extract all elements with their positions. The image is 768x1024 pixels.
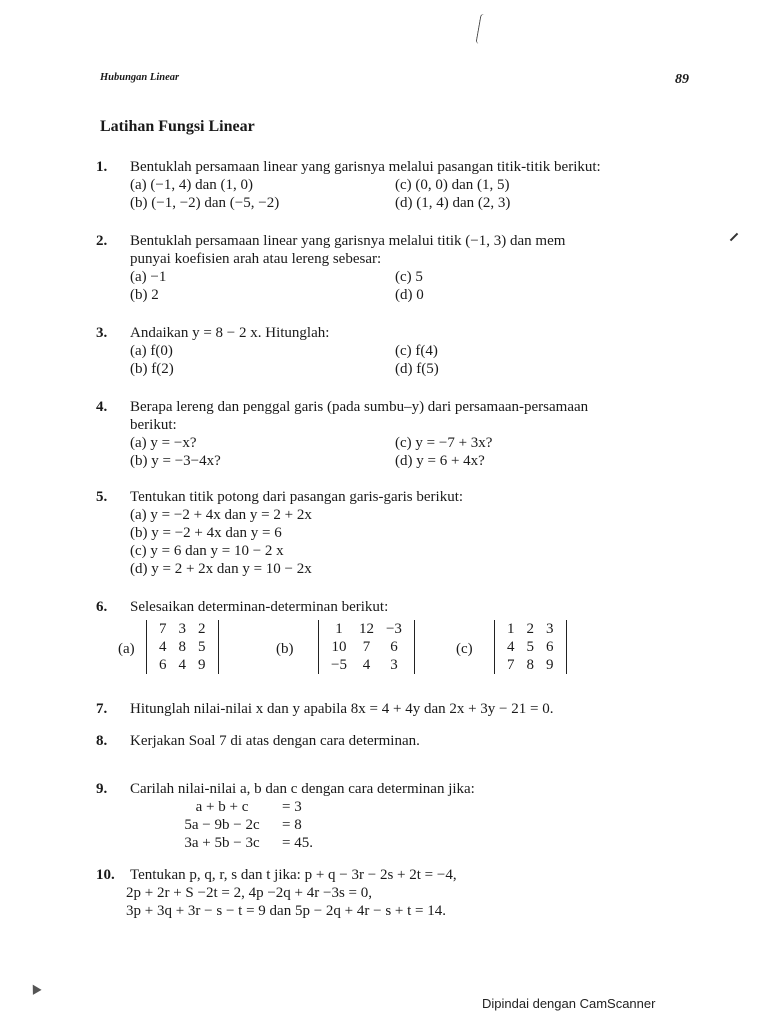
matrix-cell: 3 xyxy=(390,657,398,673)
matrix-cell: 2 xyxy=(198,621,206,637)
question-10 xyxy=(96,866,696,920)
matrix-cell: 7 xyxy=(507,657,515,673)
matrix-cell: 4 xyxy=(362,657,371,673)
option-c: (c) (0, 0) dan (1, 5) xyxy=(395,177,510,193)
question-number: 3. xyxy=(96,325,108,341)
option-d: (d) f(5) xyxy=(395,361,439,377)
matrix-a xyxy=(146,620,219,674)
matrix-cell: 8 xyxy=(526,657,534,673)
question-number: 10. xyxy=(96,867,115,883)
option-c: (c) 5 xyxy=(395,269,423,285)
equation-lhs: 5a − 9b − 2c xyxy=(184,817,260,833)
question-text: Carilah nilai-nilai a, b dan c dengan cara determinan jika: xyxy=(130,781,475,797)
running-title: Hubungan Linear xyxy=(100,72,180,83)
option-d: (d) 0 xyxy=(395,287,424,303)
matrix-c-label: (c) xyxy=(456,641,473,657)
question-text: Berapa lereng dan penggal garis (pada sumbu–y) dari persamaan-persamaan xyxy=(130,399,589,415)
page-number: 89 xyxy=(675,72,689,87)
question-number: 6. xyxy=(96,599,108,615)
equation-system xyxy=(172,798,696,852)
question-number: 9. xyxy=(96,781,108,797)
question-text: Bentuklah persamaan linear yang garisnya melalui pasangan titik-titik berikut: xyxy=(130,159,601,175)
question-text-cont: 3p + 3q + 3r − s − t = 9 dan 5p − 2q + 4r − s + t = 14. xyxy=(126,903,447,919)
matrix-cell: 3 xyxy=(546,621,554,637)
question-8 xyxy=(96,732,696,750)
section-title: Latihan Fungsi Linear xyxy=(100,118,255,135)
question-text-cont: berikut: xyxy=(130,417,177,433)
equation-rhs: = 8 xyxy=(282,817,302,833)
question-text: Andaikan y = 8 − 2 x. Hitunglah: xyxy=(130,325,330,341)
matrix-cell: 9 xyxy=(198,657,206,673)
question-number: 2. xyxy=(96,233,108,249)
option-a: (a) −1 xyxy=(130,269,167,285)
question-number: 8. xyxy=(96,733,108,749)
question-7 xyxy=(96,700,696,718)
option-c: (c) y = −7 + 3x? xyxy=(395,435,493,451)
question-text: Kerjakan Soal 7 di atas dengan cara determinan. xyxy=(130,733,420,749)
question-1 xyxy=(96,158,696,212)
matrix-cell: 4 xyxy=(507,639,515,655)
margin-mark xyxy=(730,233,738,241)
matrix-cell: 4 xyxy=(159,639,167,655)
matrix-cell: 5 xyxy=(526,639,534,655)
question-number: 1. xyxy=(96,159,108,175)
question-4 xyxy=(96,398,696,470)
matrix-cell: 6 xyxy=(390,639,398,655)
option-a: (a) (−1, 4) dan (1, 0) xyxy=(130,177,253,193)
determinant-row xyxy=(118,620,696,680)
option-b: (b) f(2) xyxy=(130,361,174,377)
option-b: (b) 2 xyxy=(130,287,159,303)
matrix-cell: 3 xyxy=(178,621,186,637)
matrix-cell: 1 xyxy=(507,621,515,637)
option-b: (b) (−1, −2) dan (−5, −2) xyxy=(130,195,280,211)
option-a: (a) y = −x? xyxy=(130,435,197,451)
matrix-cell: −3 xyxy=(385,621,402,637)
matrix-cell: 10 xyxy=(331,639,347,655)
scanner-watermark: Dipindai dengan CamScanner xyxy=(482,996,656,1011)
matrix-cell: 7 xyxy=(159,621,167,637)
question-5 xyxy=(96,488,696,578)
matrix-c xyxy=(494,620,567,674)
question-number: 7. xyxy=(96,701,108,717)
option-c: (c) f(4) xyxy=(395,343,438,359)
pen-mark xyxy=(475,14,487,45)
question-text: Selesaikan determinan-determinan berikut: xyxy=(130,599,389,615)
question-text: Hitunglah nilai-nilai x dan y apabila 8x = 4 + 4y dan 2x + 3y − 21 = 0. xyxy=(130,701,554,717)
matrix-cell: 6 xyxy=(546,639,554,655)
equation-rhs: = 45. xyxy=(282,835,313,851)
matrix-b-label: (b) xyxy=(276,641,294,657)
matrix-cell: 8 xyxy=(178,639,186,655)
matrix-cell: 7 xyxy=(362,639,371,655)
question-6 xyxy=(96,598,696,680)
question-text: Tentukan titik potong dari pasangan garis-garis berikut: xyxy=(130,489,464,505)
question-text: Bentuklah persamaan linear yang garisnya melalui titik (−1, 3) dan mem xyxy=(130,233,566,249)
matrix-cell: 5 xyxy=(198,639,206,655)
equation-lhs: a + b + c xyxy=(195,799,249,815)
option-d: (d) (1, 4) dan (2, 3) xyxy=(395,195,511,211)
matrix-b xyxy=(318,620,415,674)
option-a: (a) f(0) xyxy=(130,343,173,359)
option-b: (b) y = −2 + 4x dan y = 6 xyxy=(130,525,282,541)
option-d: (d) y = 6 + 4x? xyxy=(395,453,485,469)
corner-mark xyxy=(28,982,41,995)
matrix-cell: 1 xyxy=(335,621,343,637)
matrix-a-label: (a) xyxy=(118,641,135,657)
matrix-cell: 9 xyxy=(546,657,554,673)
option-a: (a) y = −2 + 4x dan y = 2 + 2x xyxy=(130,507,312,523)
option-d: (d) y = 2 + 2x dan y = 10 − 2x xyxy=(130,561,312,577)
equation-rhs: = 3 xyxy=(282,799,302,815)
equation-lhs: 3a + 5b − 3c xyxy=(184,835,260,851)
matrix-cell: 4 xyxy=(178,657,186,673)
matrix-cell: 6 xyxy=(159,657,167,673)
question-number: 4. xyxy=(96,399,108,415)
option-c: (c) y = 6 dan y = 10 − 2 x xyxy=(130,543,284,559)
matrix-cell: −5 xyxy=(331,657,347,673)
question-2 xyxy=(96,232,696,304)
question-text-cont: 2p + 2r + S −2t = 2, 4p −2q + 4r −3s = 0, xyxy=(126,885,373,901)
matrix-cell: 12 xyxy=(358,621,374,637)
question-9 xyxy=(96,780,696,852)
question-3 xyxy=(96,324,696,378)
question-text: Tentukan p, q, r, s dan t jika: p + q − 3r − 2s + 2t = −4, xyxy=(130,867,457,883)
question-number: 5. xyxy=(96,489,108,505)
option-b: (b) y = −3−4x? xyxy=(130,453,221,469)
matrix-cell: 2 xyxy=(526,621,534,637)
question-text-cont: punyai koefisien arah atau lereng sebesar: xyxy=(130,251,382,267)
